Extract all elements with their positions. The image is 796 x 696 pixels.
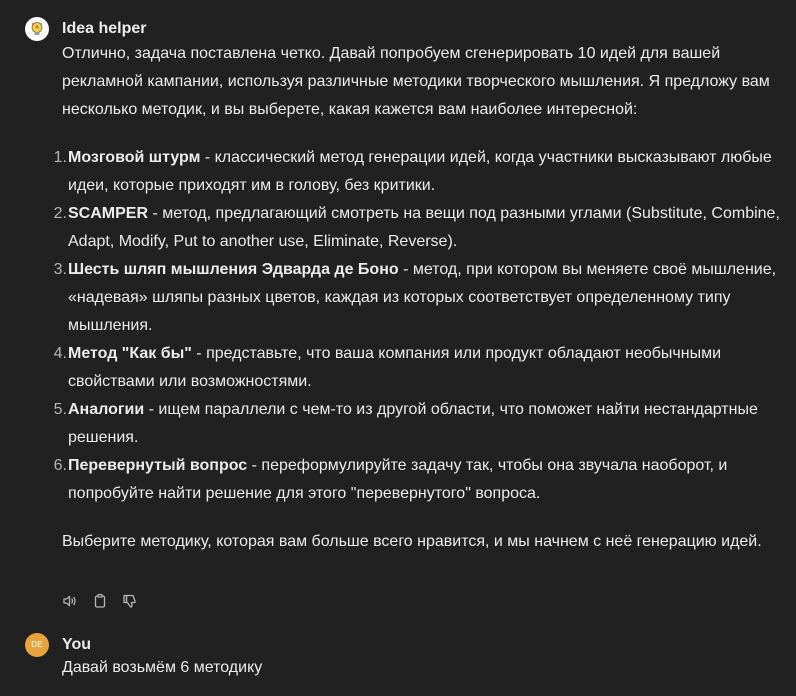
list-item-number: 1. xyxy=(53,149,67,166)
assistant-name: Idea helper xyxy=(62,20,147,37)
read-aloud-button[interactable] xyxy=(62,593,78,609)
list-item xyxy=(53,144,782,200)
list-item-number: 5. xyxy=(53,401,67,418)
copy-icon xyxy=(92,593,108,609)
message-actions xyxy=(62,593,138,609)
list-item-number: 2. xyxy=(53,205,67,222)
method-description: - метод, предлагающий смотреть на вещи под разными углами (Substitute, Combine, Adapt, Modify, Put to another use, Eliminate, Reverse). xyxy=(68,205,780,250)
list-item xyxy=(53,200,782,256)
list-item xyxy=(53,396,782,452)
assistant-content xyxy=(53,40,782,556)
method-title: Мозговой штурм xyxy=(68,149,201,166)
list-item xyxy=(53,452,782,508)
method-description: - представьте, что ваша компания или продукт обладают необычными свойствами или возможностями. xyxy=(68,345,722,390)
method-title: Перевернутый вопрос xyxy=(68,457,248,474)
lightbulb-icon xyxy=(28,20,46,38)
user-message xyxy=(25,633,782,693)
list-item-number: 4. xyxy=(53,345,67,362)
method-description: - переформулируйте задачу так, чтобы она звучала наоборот, и попробуйте найти решение для этого "перевернутого" вопроса. xyxy=(68,457,728,502)
methods-list xyxy=(53,144,782,508)
list-item xyxy=(53,256,782,340)
user-name: You xyxy=(62,636,92,653)
list-item-number: 3. xyxy=(53,261,67,278)
list-item-number: 6. xyxy=(53,457,67,474)
list-item xyxy=(53,340,782,396)
method-description: - метод, при котором вы меняете своё мышление, «надевая» шляпы разных цветов, каждая из которых соответствует определенному типу мышления. xyxy=(68,261,777,334)
speaker-icon xyxy=(62,593,78,609)
method-title: Метод "Как бы" xyxy=(68,345,192,362)
method-title: Аналогии xyxy=(68,401,145,418)
method-title: Шесть шляп мышления Эдварда де Боно xyxy=(68,261,399,278)
user-avatar: DE xyxy=(25,633,49,657)
assistant-outro: Выберите методику, которая вам больше всего нравится, и мы начнем с неё генерацию идей. xyxy=(62,533,762,550)
assistant-avatar xyxy=(25,17,49,41)
assistant-intro: Отлично, задача поставлена четко. Давай попробуем сгенерировать 10 идей для вашей рекламной кампании, используя различные методики творческого мышления. Я предложу вам несколько методик, и вы выберете, какая кажется вам наиболее интересной: xyxy=(62,45,770,118)
method-description: - ищем параллели с чем-то из другой области, что поможет найти нестандартные решения. xyxy=(68,401,758,446)
method-description: - классический метод генерации идей, когда участники высказывают любые идеи, которые приходят им в голову, без критики. xyxy=(68,149,772,194)
bad-response-button[interactable] xyxy=(122,593,138,609)
method-title: SCAMPER xyxy=(68,205,149,222)
user-content: Давай возьмём 6 методику xyxy=(62,659,263,676)
assistant-message xyxy=(25,17,782,617)
copy-button[interactable] xyxy=(92,593,108,609)
thumbs-down-icon xyxy=(122,593,138,609)
